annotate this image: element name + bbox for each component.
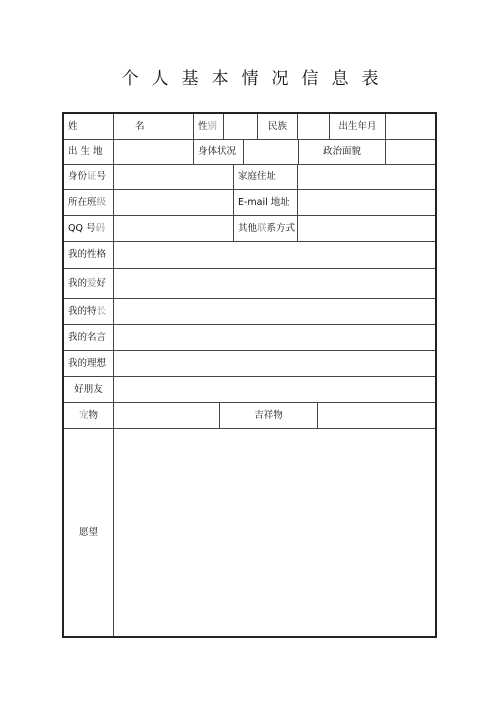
specialty-field[interactable] — [114, 299, 435, 324]
row-ideal — [64, 351, 435, 377]
id-number-field[interactable] — [114, 165, 234, 189]
other-contact-field[interactable] — [298, 216, 435, 241]
gender-field[interactable] — [224, 114, 258, 139]
row-basic-info — [64, 114, 435, 140]
ethnicity-label: 民族 — [258, 114, 298, 139]
birthplace-label: 出 生 地 — [64, 140, 114, 164]
friend-field[interactable] — [114, 377, 435, 402]
qq-label: QQ 号 码 — [64, 216, 114, 241]
motto-label: 我的名言 — [64, 325, 114, 350]
pet-field[interactable] — [114, 403, 220, 428]
mascot-label: 吉祥物 — [220, 403, 318, 428]
name-field[interactable] — [114, 114, 194, 139]
health-label: 身体状况 — [194, 140, 244, 164]
row-id-number — [64, 165, 435, 190]
class-field[interactable] — [114, 190, 234, 215]
name-label: 姓 名 — [64, 114, 114, 139]
mascot-field[interactable] — [318, 403, 435, 428]
ethnicity-field[interactable] — [298, 114, 330, 139]
other-contact-label: 其他 联 系方式 — [234, 216, 298, 241]
ideal-label: 我的理想 — [64, 351, 114, 376]
row-specialty — [64, 299, 435, 325]
pet-label: 宠 物 — [64, 403, 114, 428]
birthplace-field[interactable] — [114, 140, 194, 164]
home-address-label: 家庭住址 — [234, 165, 298, 189]
qq-field[interactable] — [114, 216, 234, 241]
birth-date-field[interactable] — [386, 114, 435, 139]
specialty-label: 我的特 长 — [64, 299, 114, 324]
email-field[interactable] — [298, 190, 435, 215]
row-qq — [64, 216, 435, 242]
id-number-label: 身份 证 号 — [64, 165, 114, 189]
row-birthplace — [64, 140, 435, 165]
hobby-label: 我的 爱 好 — [64, 269, 114, 298]
row-hobby — [64, 269, 435, 299]
wish-field[interactable] — [114, 429, 435, 636]
row-class — [64, 190, 435, 216]
form-title: 个人基本情况信息表 — [121, 69, 392, 89]
personality-field[interactable] — [114, 242, 435, 268]
info-form — [62, 112, 437, 638]
row-friend — [64, 377, 435, 403]
political-status-field[interactable] — [386, 140, 435, 164]
health-field[interactable] — [244, 140, 299, 164]
row-wish — [64, 429, 435, 636]
birth-date-label: 出生年月 — [330, 114, 386, 139]
gender-label: 性 别 — [194, 114, 224, 139]
friend-label: 好朋友 — [64, 377, 114, 402]
ideal-field[interactable] — [114, 351, 435, 376]
row-motto — [64, 325, 435, 351]
political-status-label: 政治面貌 — [299, 140, 386, 164]
motto-field[interactable] — [114, 325, 435, 350]
home-address-field[interactable] — [298, 165, 435, 189]
row-pet — [64, 403, 435, 429]
class-label: 所在班 级 — [64, 190, 114, 215]
wish-label: 愿望 — [64, 429, 114, 636]
email-label: E-mail 地址 — [234, 190, 298, 215]
personality-label: 我的性格 — [64, 242, 114, 268]
row-personality — [64, 242, 435, 269]
hobby-field[interactable] — [114, 269, 435, 298]
